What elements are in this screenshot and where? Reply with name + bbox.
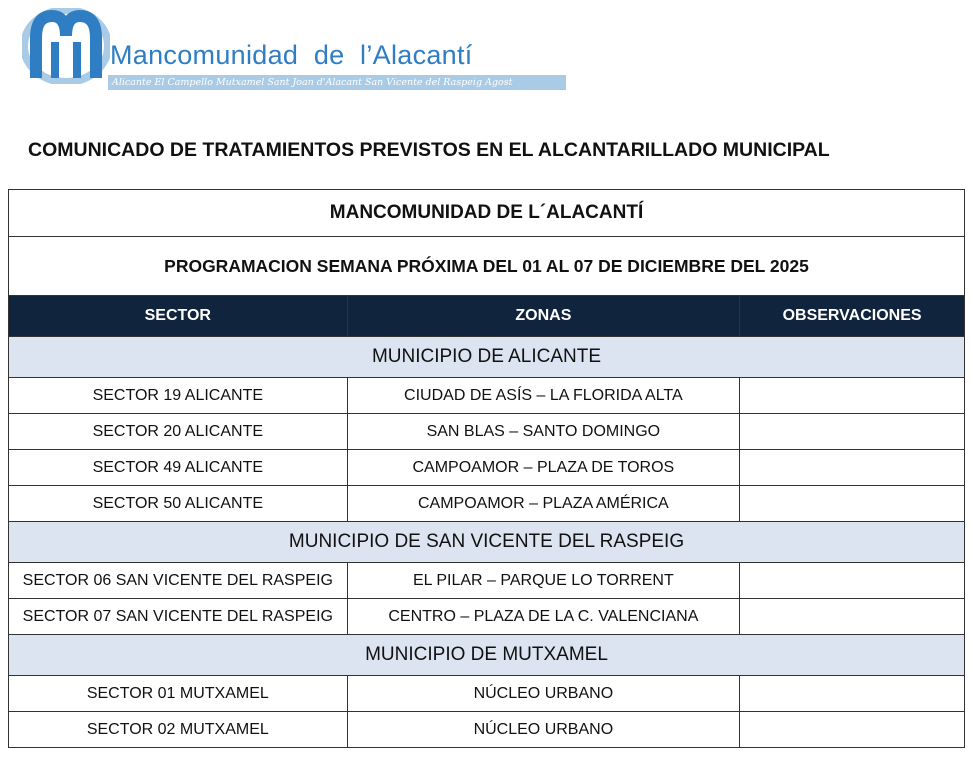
header-zonas: ZONAS: [347, 296, 740, 337]
logo: [22, 8, 582, 88]
header-sector: SECTOR: [9, 296, 348, 337]
sector-cell: SECTOR 19 ALICANTE: [9, 378, 348, 414]
table-row: [9, 486, 965, 522]
observaciones-cell: [740, 378, 965, 414]
table-row: [9, 450, 965, 486]
municipio-heading: MUNICIPIO DE ALICANTE: [9, 337, 965, 378]
sector-cell: SECTOR 02 MUTXAMEL: [9, 712, 348, 748]
table-row: [9, 599, 965, 635]
municipio-heading: MUNICIPIO DE MUTXAMEL: [9, 635, 965, 676]
table-title: MANCOMUNIDAD DE L´ALACANTÍ: [9, 190, 965, 237]
observaciones-cell: [740, 450, 965, 486]
zona-cell: NÚCLEO URBANO: [347, 712, 740, 748]
programacion: PROGRAMACION SEMANA PRÓXIMA DEL 01 AL 07 DE DICIEMBRE DEL 2025: [9, 237, 965, 296]
sector-cell: SECTOR 06 SAN VICENTE DEL RASPEIG: [9, 563, 348, 599]
zona-cell: SAN BLAS – SANTO DOMINGO: [347, 414, 740, 450]
sector-cell: SECTOR 49 ALICANTE: [9, 450, 348, 486]
document-title: COMUNICADO DE TRATAMIENTOS PREVISTOS EN EL ALCANTARILLADO MUNICIPAL: [28, 139, 830, 161]
logo-mark-icon: [22, 8, 110, 84]
observaciones-cell: [740, 599, 965, 635]
observaciones-cell: [740, 676, 965, 712]
zona-cell: CENTRO – PLAZA DE LA C. VALENCIANA: [347, 599, 740, 635]
observaciones-cell: [740, 414, 965, 450]
table-row: [9, 676, 965, 712]
observaciones-cell: [740, 563, 965, 599]
sector-cell: SECTOR 20 ALICANTE: [9, 414, 348, 450]
zona-cell: CIUDAD DE ASÍS – LA FLORIDA ALTA: [347, 378, 740, 414]
zona-cell: CAMPOAMOR – PLAZA DE TOROS: [347, 450, 740, 486]
observaciones-cell: [740, 486, 965, 522]
zona-cell: EL PILAR – PARQUE LO TORRENT: [347, 563, 740, 599]
municipio-heading: MUNICIPIO DE SAN VICENTE DEL RASPEIG: [9, 522, 965, 563]
sector-cell: SECTOR 01 MUTXAMEL: [9, 676, 348, 712]
zona-cell: CAMPOAMOR – PLAZA AMÉRICA: [347, 486, 740, 522]
table-row: [9, 378, 965, 414]
table-row: [9, 712, 965, 748]
logo-subtitle: Alicante El Campello Mutxamel Sant Joan d'Alacant San Vicente del Raspeig Agost: [108, 75, 566, 90]
schedule-table: [8, 189, 965, 748]
table-row: [9, 414, 965, 450]
sector-cell: SECTOR 07 SAN VICENTE DEL RASPEIG: [9, 599, 348, 635]
logo-name: Mancomunidad de l’Alacantí: [110, 40, 473, 70]
header-observaciones: OBSERVACIONES: [740, 296, 965, 337]
sector-cell: SECTOR 50 ALICANTE: [9, 486, 348, 522]
observaciones-cell: [740, 712, 965, 748]
zona-cell: NÚCLEO URBANO: [347, 676, 740, 712]
table-row: [9, 563, 965, 599]
